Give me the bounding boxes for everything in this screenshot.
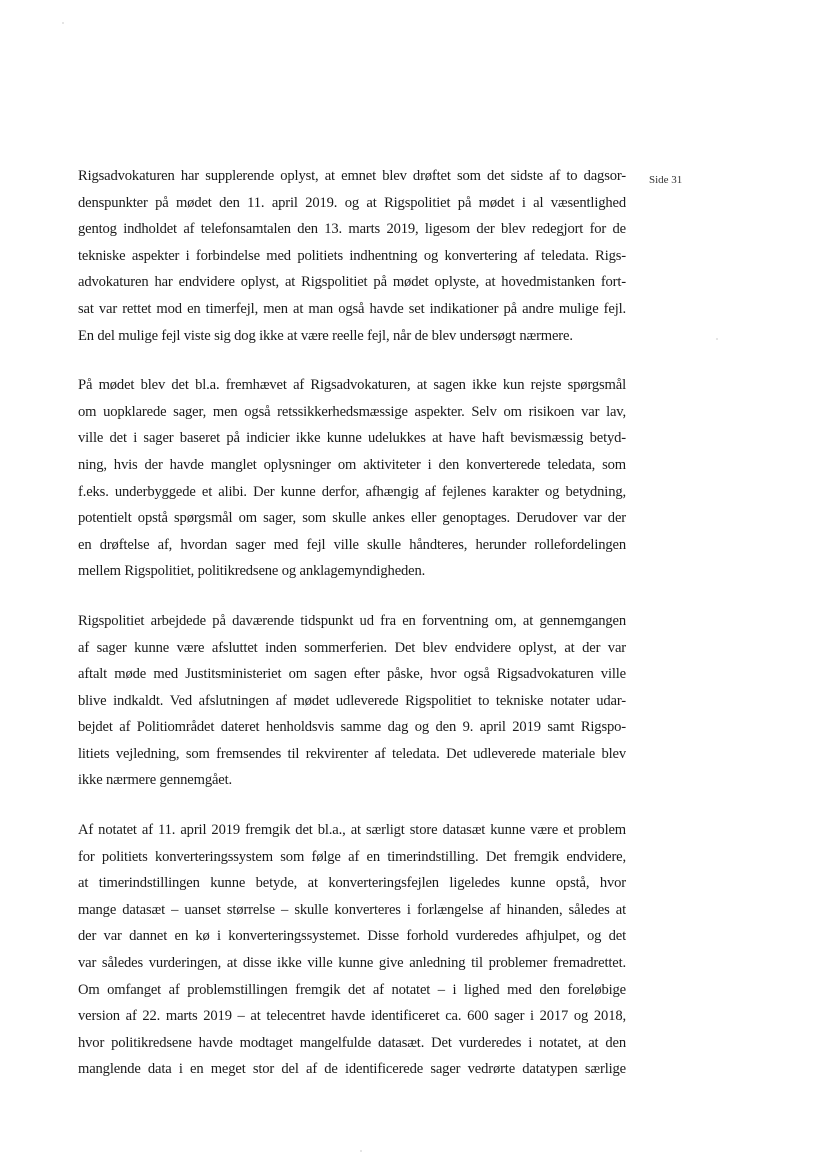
text-line: bejdet af Politiområdet dateret henholdsvis samme dag og den 9. april 2019 samt Rigspo-	[78, 719, 626, 736]
text-line: en drøftelse af, hvordan sager med fejl ville skulle håndteres, herunder rollefordelingen	[78, 536, 626, 553]
text-line: f.eks. underbyggede et alibi. Der kunne derfor, afhængig af fejlenes karakter og betydning,	[78, 483, 626, 500]
text-line: manglende data i en meget stor del af de identificerede sager vedrørte datatypen særlige	[78, 1061, 626, 1078]
text-line: denspunkter på mødet den 11. april 2019. og at Rigspolitiet på mødet i al væsentlighed	[78, 194, 626, 211]
text-line: En del mulige fejl viste sig dog ikke at være reelle fejl, når de blev undersøgt nærmere.	[78, 327, 573, 344]
text-line: advokaturen har endvidere oplyst, at Rigspolitiet på mødet oplyste, at hovedmistanken fort-	[78, 274, 626, 291]
text-line: Rigsadvokaturen har supplerende oplyst, at emnet blev drøftet som det sidste af to dagsor-	[78, 168, 626, 184]
text-line: Af notatet af 11. april 2019 fremgik det bl.a., at særligt store datasæt kunne være et problem	[78, 822, 626, 839]
text-line: Rigspolitiet arbejdede på daværende tidspunkt ud fra en forventning om, at gennemgangen	[78, 612, 626, 629]
paragraph	[78, 372, 626, 585]
text-line: om uopklarede sager, men også retssikkerhedsmæssige aspekter. Selv om risikoen var lav,	[78, 403, 626, 420]
scan-speck	[62, 22, 64, 24]
text-line: På mødet blev det bl.a. fremhævet af Rigsadvokaturen, at sagen ikke kun rejste spørgsmål	[78, 377, 626, 394]
text-line: der var dannet en kø i konverteringssystemet. Disse forhold vurderedes afhjulpet, og det	[78, 928, 626, 945]
paragraph	[78, 608, 626, 794]
text-line: hvor politikredsene havde modtaget mangelfulde datasæt. Det vurderedes i notatet, at den	[78, 1034, 626, 1051]
text-line: mange datasæt – uanset størrelse – skulle konverteres i forlængelse af hinanden, således at	[78, 901, 626, 918]
text-line: mellem Rigspolitiet, politikredsene og anklagemyndigheden.	[78, 563, 426, 580]
text-line: sat var rettet mod en timerfejl, men at man også havde set indikationer på andre mulige fejl.	[78, 300, 626, 317]
text-line: ning, hvis der havde manglet oplysninger om aktiviteter i den konverterede teledata, som	[78, 456, 626, 473]
text-line: litiets vejledning, som fremsendes til rekvirenter af teledata. Det udleverede materiale blev	[78, 745, 626, 762]
paragraph	[78, 163, 626, 349]
text-line: potentielt opstå spørgsmål om sager, som skulle ankes eller genoptages. Derudover var der	[78, 510, 626, 527]
page-number-label: Side 31	[649, 174, 683, 186]
paragraph	[78, 817, 626, 1083]
text-line: var således vurderingen, at disse ikke ville kunne give anledning til problemer fremadrettet.	[78, 955, 626, 972]
text-line: for politiets konverteringssystem som følge af en timerindstilling. Det fremgik endvidere,	[78, 848, 626, 865]
scan-speck	[360, 1150, 362, 1152]
text-line: ville det i sager baseret på indicier ikke kunne udelukkes at have haft bevismæssig betyd-	[78, 430, 626, 447]
text-line: gentog indholdet af telefonsamtalen den 13. marts 2019, ligesom der blev redegjort for de	[78, 221, 626, 238]
text-line: ikke nærmere gennemgået.	[78, 772, 233, 789]
text-line: tekniske aspekter i forbindelse med politiets indhentning og konvertering af teledata. Rigs-	[78, 247, 626, 264]
scan-speck	[716, 338, 718, 340]
text-line: blive indkaldt. Ved afslutningen af mødet udleverede Rigspolitiet to tekniske notater udar-	[78, 692, 626, 709]
document-body	[78, 163, 626, 1106]
text-line: at timerindstillingen kunne betyde, at konverteringsfejlen ligeledes kunne opstå, hvor	[78, 875, 626, 892]
text-line: version af 22. marts 2019 – at telecentret havde identificeret ca. 600 sager i 2017 og 2018,	[78, 1008, 626, 1025]
text-line: aftalt møde med Justitsministeriet om sagen efter påske, hvor også Rigsadvokaturen ville	[78, 666, 626, 683]
text-line: af sager kunne være afsluttet inden sommerferien. Det blev endvidere oplyst, at der var	[78, 639, 626, 656]
text-line: Om omfanget af problemstillingen fremgik det af notatet – i lighed med den foreløbige	[78, 981, 626, 998]
